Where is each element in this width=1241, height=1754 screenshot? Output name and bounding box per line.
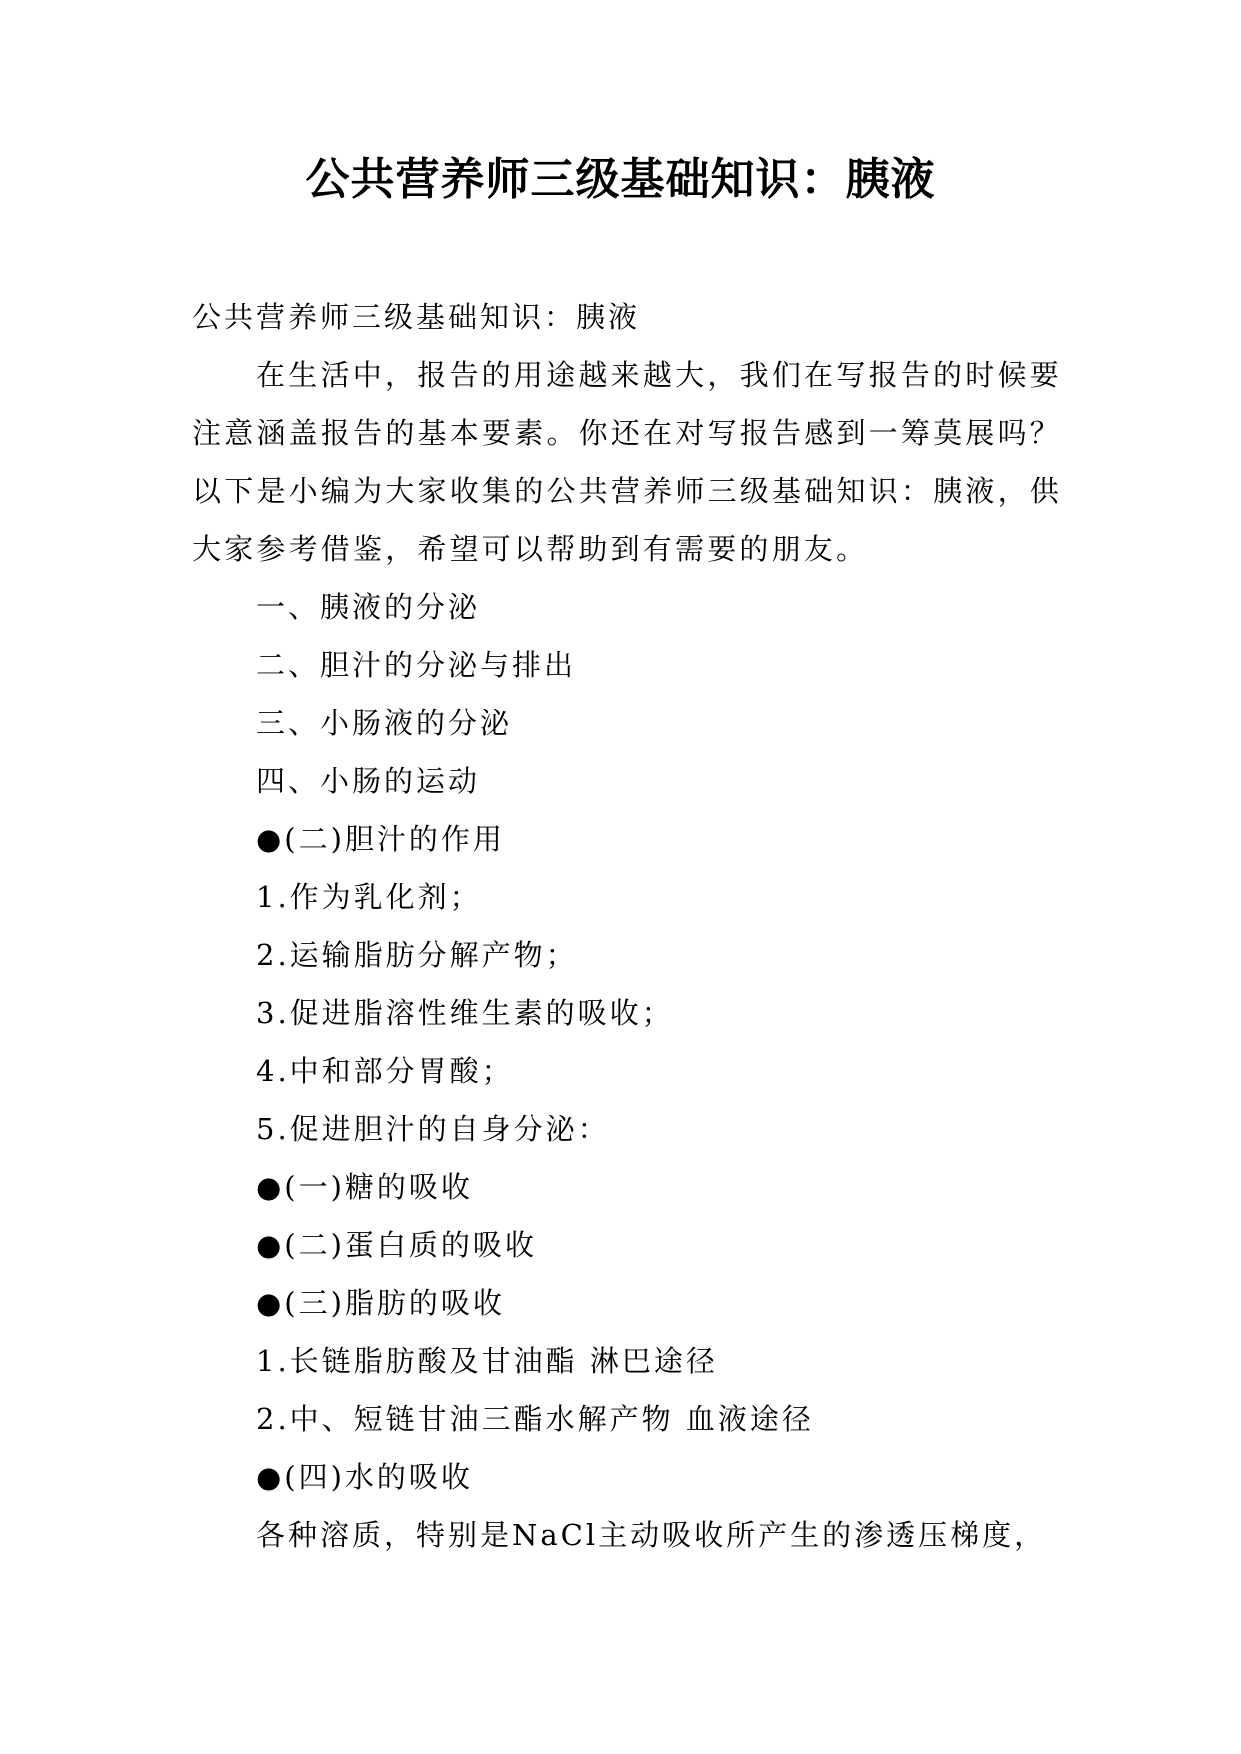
list-item: 2.中、短链甘油三酯水解产物 血液途径 (256, 1402, 814, 1436)
section-heading: 四、小肠的运动 (256, 764, 481, 798)
document-title: 公共营养师三级基础知识：胰液 (305, 154, 936, 205)
list-item: 5.促进胆汁的自身分泌： (256, 1112, 610, 1146)
list-item: 3.促进脂溶性维生素的吸收； (256, 996, 674, 1030)
body-text-line: 各种溶质，特别是NaCl主动吸收所产生的渗透压梯度， (256, 1518, 1047, 1552)
section-heading: 二、胆汁的分泌与排出 (256, 648, 577, 682)
bullet-heading: ●(四)水的吸收 (256, 1460, 473, 1494)
document-body (192, 288, 1062, 1564)
subtitle-line: 公共营养师三级基础知识：胰液 (192, 300, 641, 334)
list-item: 1.长链脂肪酸及甘油酯 淋巴途径 (256, 1344, 718, 1378)
bullet-heading: ●(三)脂肪的吸收 (256, 1286, 505, 1320)
list-item: 1.作为乳化剂； (256, 880, 482, 914)
bullet-heading: ●(一)糖的吸收 (256, 1170, 473, 1204)
section-heading: 一、胰液的分泌 (256, 590, 481, 624)
bullet-heading: ●(二)胆汁的作用 (256, 822, 505, 856)
list-item: 4.中和部分胃酸； (256, 1054, 514, 1088)
bullet-heading: ●(二)蛋白质的吸收 (256, 1228, 537, 1262)
list-item: 2.运输脂肪分解产物； (256, 938, 578, 972)
section-heading: 三、小肠液的分泌 (256, 706, 513, 740)
intro-paragraph: 在生活中，报告的用途越来越大，我们在写报告的时候要注意涵盖报告的基本要素。你还在对写报告感到一筹莫展吗？以下是小编为大家收集的公共营养师三级基础知识：胰液，供大家参考借鉴，希望可以帮助到有需要的朋友。 (192, 358, 1062, 566)
